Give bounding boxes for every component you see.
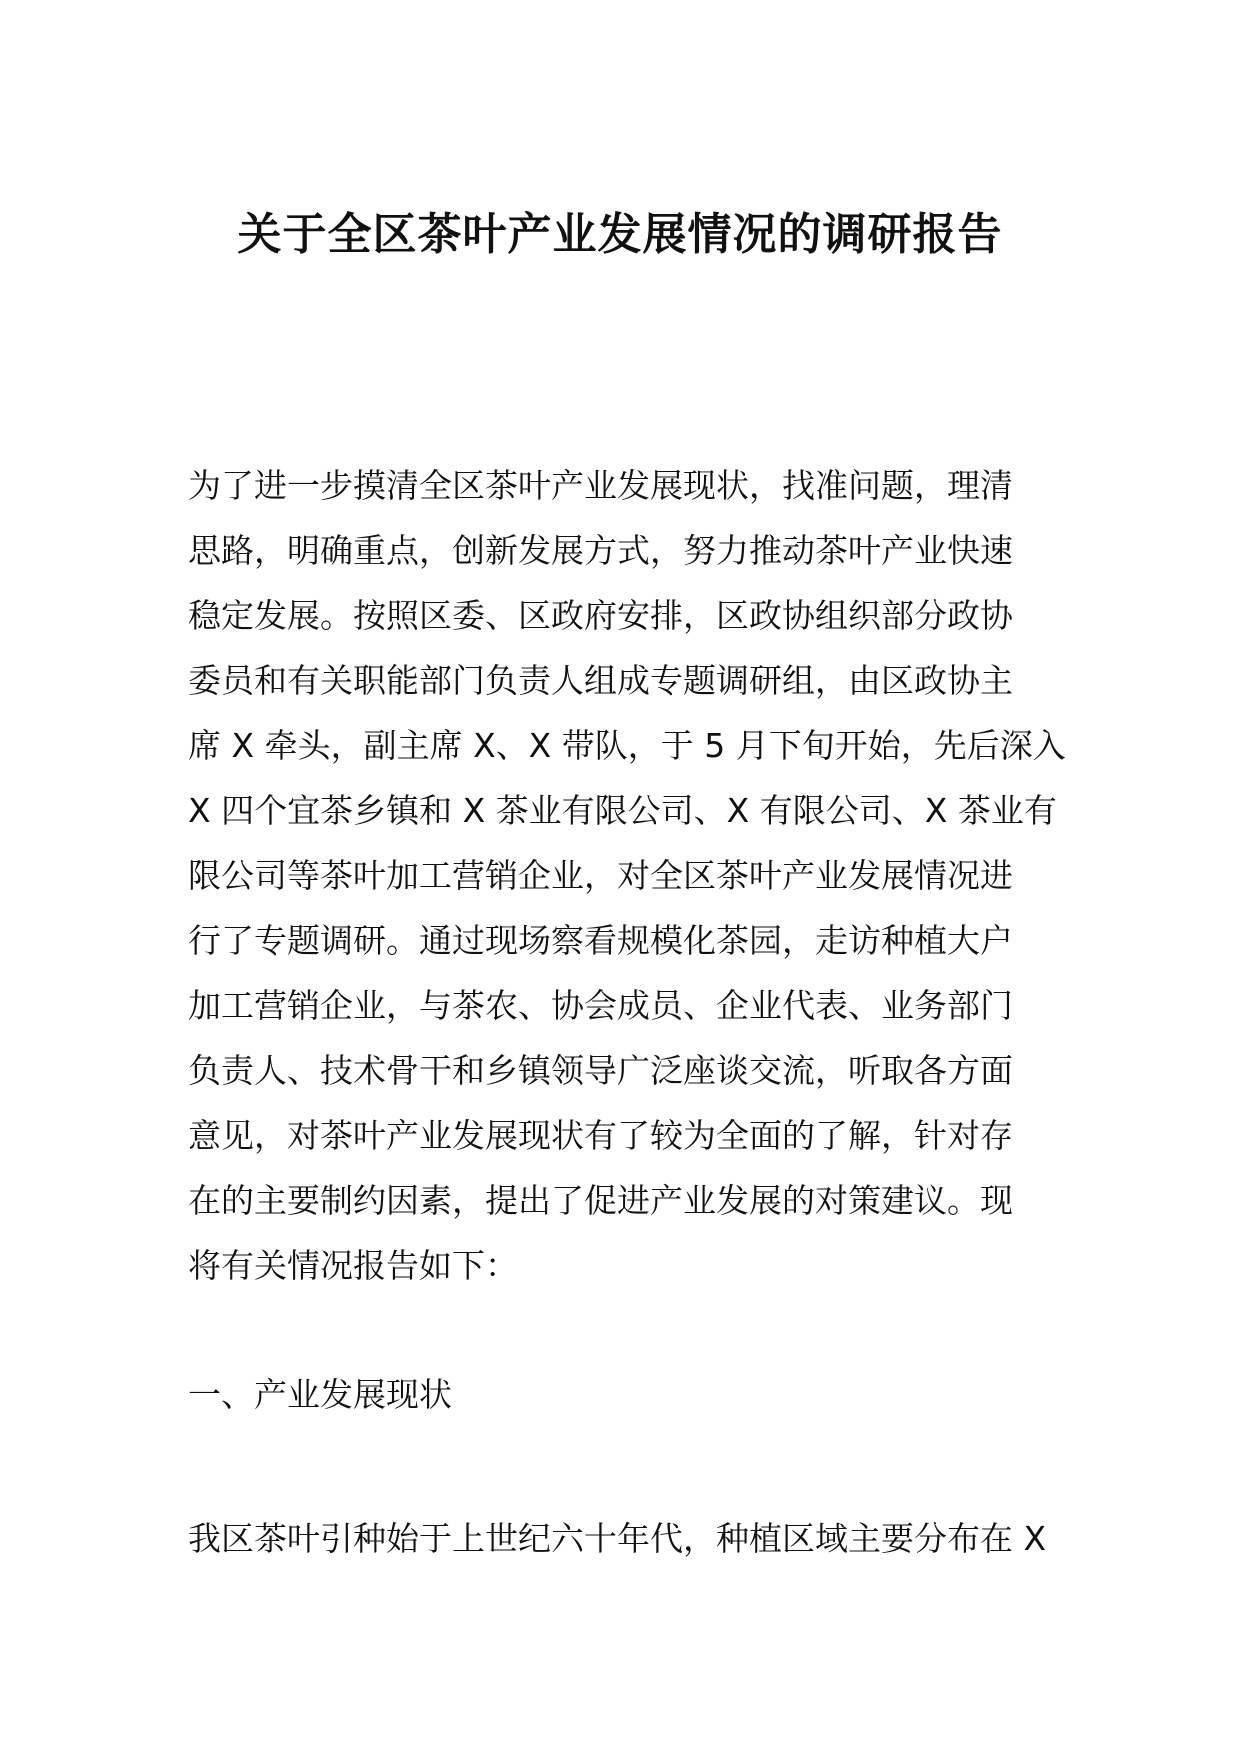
document-title: 关于全区茶叶产业发展情况的调研报告 [237,209,1003,260]
paragraph-line: X 四个宜茶乡镇和 X 茶业有限公司、X 有限公司、X 茶业有 [188,791,1057,830]
paragraph-line: 限公司等茶叶加工营销企业，对全区茶叶产业发展情况进 [188,856,1013,895]
paragraph-line: 将有关情况报告如下： [188,1246,518,1285]
intro-paragraph [188,453,1066,1298]
paragraph-line: 行了专题调研。通过现场察看规模化茶园，走访种植大户 [188,921,1013,960]
paragraph-line: 稳定发展。按照区委、区政府安排，区政协组织部分政协 [188,596,1013,635]
paragraph-line: 在的主要制约因素，提出了促进产业发展的对策建议。现 [188,1181,1013,1220]
status-paragraph [188,1506,1058,1571]
section-heading: 一、产业发展现状 [188,1375,452,1414]
paragraph-line: 我区茶叶引种始于上世纪六十年代，种植区域主要分布在 X [188,1519,1047,1558]
paragraph-line: 为了进一步摸清全区茶叶产业发展现状，找准问题，理清 [188,466,1013,505]
paragraph-line: 思路，明确重点，创新发展方式，努力推动茶叶产业快速 [188,531,1013,570]
paragraph-line: 席 X 牵头，副主席 X、X 带队，于 5 月下旬开始，先后深入 [188,726,1066,765]
paragraph-line: 负责人、技术骨干和乡镇领导广泛座谈交流，听取各方面 [188,1051,1013,1090]
paragraph-line: 加工营销企业，与茶农、协会成员、企业代表、业务部门 [188,986,1013,1025]
paragraph-line: 意见，对茶叶产业发展现状有了较为全面的了解，针对存 [188,1116,1013,1155]
paragraph-line: 委员和有关职能部门负责人组成专题调研组，由区政协主 [188,661,1013,700]
